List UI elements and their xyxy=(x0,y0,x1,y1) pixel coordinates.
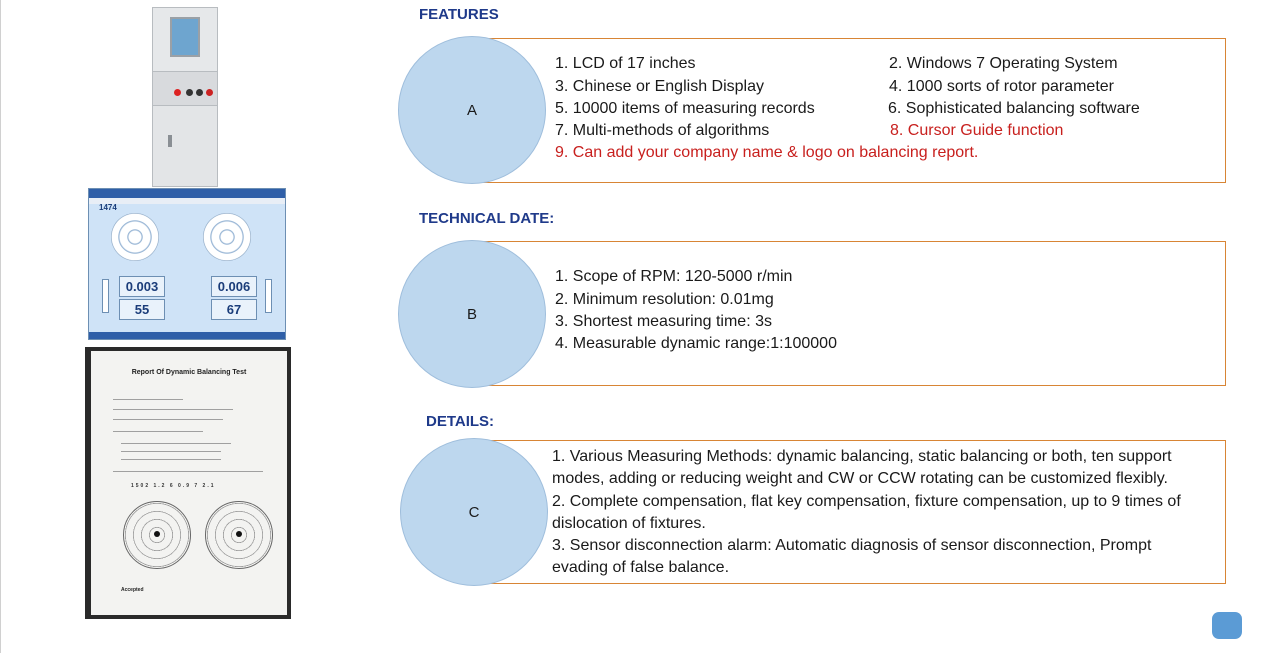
features-item: 1. LCD of 17 inches xyxy=(555,55,696,72)
features-item: 3. Chinese or English Display xyxy=(555,78,764,95)
right-level-gauge xyxy=(265,279,272,313)
details-circle xyxy=(400,438,548,586)
report-title: Report Of Dynamic Balancing Test xyxy=(131,369,247,376)
emergency-stop-icon xyxy=(174,89,181,96)
technical-item: 3. Shortest measuring time: 3s xyxy=(555,313,772,330)
machine-lower-cabinet xyxy=(152,105,218,187)
report-text-line xyxy=(121,451,221,452)
machine-lcd-screen xyxy=(170,17,200,57)
features-badge-label: A xyxy=(466,101,477,119)
left-level-gauge xyxy=(102,279,109,313)
left-plane-polar-icon xyxy=(111,213,159,261)
technical-title: TECHNICAL DATE: xyxy=(419,210,555,227)
report-right-dot-icon xyxy=(236,531,242,537)
right-angle-value: 67 xyxy=(211,299,257,320)
rpm-readout: 1474 xyxy=(99,203,117,212)
features-item: 9. Can add your company name & logo on balancing report. xyxy=(555,144,979,161)
report-values: 1502 1.2 6 0.9 7 2.1 xyxy=(131,483,216,489)
left-amount-value: 0.003 xyxy=(119,276,165,297)
right-plane-polar-icon xyxy=(203,213,251,261)
technical-badge-label: B xyxy=(466,305,477,323)
report-text-line xyxy=(113,431,203,432)
control-knob-icon xyxy=(196,89,203,96)
report-text-line xyxy=(113,419,223,420)
cabinet-handle xyxy=(168,135,172,147)
features-item: 7. Multi-methods of algorithms xyxy=(555,122,770,139)
features-item: 8. Cursor Guide function xyxy=(890,122,1064,139)
features-item: 6. Sophisticated balancing software xyxy=(888,100,1140,117)
technical-item: 2. Minimum resolution: 0.01mg xyxy=(555,291,774,308)
report-text-line xyxy=(121,443,231,444)
indicator-light-icon xyxy=(206,89,213,96)
left-angle-value: 55 xyxy=(119,299,165,320)
details-badge-label: C xyxy=(468,503,480,521)
control-knob-icon xyxy=(186,89,193,96)
report-text-line xyxy=(121,459,221,460)
report-text-line xyxy=(113,471,263,472)
details-line: 3. Sensor disconnection alarm: Automatic diagnosis of sensor disconnection, Prompt xyxy=(552,537,1152,555)
chat-button[interactable] xyxy=(1212,612,1242,639)
software-screenshot-image xyxy=(88,188,286,340)
software-title-bar xyxy=(89,189,285,198)
technical-item: 4. Measurable dynamic range:1:100000 xyxy=(555,335,837,352)
features-item: 5. 10000 items of measuring records xyxy=(555,100,815,117)
details-paragraph xyxy=(552,446,1181,580)
technical-circle xyxy=(398,240,546,388)
details-line: modes, adding or reducing weight and CW or CCW rotating can be customized flexibly. xyxy=(552,470,1168,488)
report-paper xyxy=(91,351,287,615)
details-title: DETAILS: xyxy=(426,413,495,430)
features-circle xyxy=(398,36,546,184)
features-item: 2. Windows 7 Operating System xyxy=(889,55,1118,72)
features-item: 4. 1000 sorts of rotor parameter xyxy=(889,78,1114,95)
balancing-machine-image xyxy=(150,5,218,185)
report-result: Accepted xyxy=(121,587,144,593)
software-menu-bar xyxy=(89,198,285,204)
details-line: dislocation of fixtures. xyxy=(552,514,706,532)
right-amount-value: 0.006 xyxy=(211,276,257,297)
details-line: evading of false balance. xyxy=(552,559,730,577)
left-edge-line xyxy=(0,0,1,653)
balancing-report-photo xyxy=(85,347,291,619)
report-text-line xyxy=(113,399,183,400)
details-line: 1. Various Measuring Methods: dynamic balancing, static balancing or both, ten support xyxy=(552,448,1172,465)
report-left-dot-icon xyxy=(154,531,160,537)
features-title: FEATURES xyxy=(419,6,499,23)
details-line: 2. Complete compensation, flat key compensation, fixture compensation, up to 9 times of xyxy=(552,492,1181,510)
software-taskbar xyxy=(89,332,285,339)
report-text-line xyxy=(113,409,233,410)
technical-item: 1. Scope of RPM: 120-5000 r/min xyxy=(555,268,793,285)
